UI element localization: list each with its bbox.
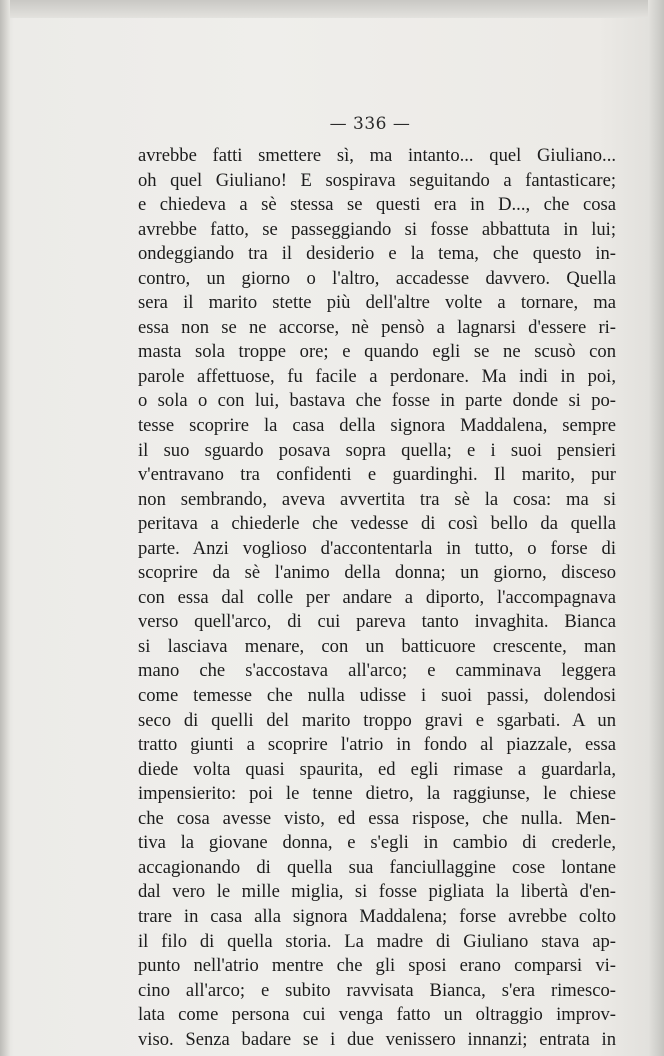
page-right-edge <box>648 0 664 1056</box>
text-line: trare in casa alla signora Maddalena; forse avrebbe colto <box>138 905 616 927</box>
text-line: avrebbe fatti smettere sì, ma intanto... quel Giuliano... <box>138 145 616 166</box>
text-line: dal vero le mille miglia, si fosse pigliata la libertà d'en- <box>138 881 616 903</box>
text-line: il filo di quella storia. La madre di Giuliano stava ap- <box>138 930 616 952</box>
text-line: seco di quelli del marito troppo gravi e sgarbati. A un <box>138 709 616 731</box>
text-line: punto nell'atrio mentre che gli sposi erano comparsi vi- <box>138 955 616 977</box>
text-line: diede volta quasi spaurita, ed egli rimase a guardarla, <box>138 758 616 780</box>
text-line: contro, un giorno o l'altro, accadesse davvero. Quella <box>138 267 616 289</box>
text-line: masta sola troppe ore; e quando egli se ne scusò con <box>138 341 616 363</box>
page-number: — 336 — <box>329 114 411 134</box>
text-line: avrebbe fatto, se passeggiando si fosse abbattuta in lui; <box>138 218 616 240</box>
text-line: che cosa avesse visto, ed essa rispose, che nulla. Men- <box>138 807 616 829</box>
text-line: parole affettuose, fu facile a perdonare. Ma indi in poi, <box>138 365 616 387</box>
text-line: tratto giunti a scoprire l'atrio in fondo al piazzale, essa <box>138 734 616 756</box>
body-text <box>138 144 616 1052</box>
text-line: accagionando di quella sua fanciullaggine cose lontane <box>138 856 616 878</box>
text-line: v'entravano tra confidenti e guardinghi. Il marito, pur <box>138 464 616 486</box>
text-line: il suo sguardo posava sopra quella; e i suoi pensieri <box>138 439 616 461</box>
text-line: tesse scoprire la casa della signora Maddalena, sempre <box>138 415 616 437</box>
text-line: lata come persona cui venga fatto un oltraggio improv- <box>138 1004 616 1026</box>
text-line: viso. Senza badare se i due venissero innanzi; entrata in <box>138 1028 616 1050</box>
text-line: ondeggiando tra il desiderio e la tema, che questo in- <box>138 243 616 265</box>
text-line: e chiedeva a sè stessa se questi era in D..., che cosa <box>138 194 616 216</box>
text-line: mano che s'accostava all'arco; e camminava leggera <box>138 660 616 682</box>
text-line: si lasciava menare, con un batticuore crescente, man <box>138 635 616 657</box>
text-line: essa non se ne accorse, nè pensò a lagnarsi d'essere ri- <box>138 316 616 338</box>
page-top-edge <box>0 0 664 18</box>
text-line: scoprire da sè l'animo della donna; un giorno, disceso <box>138 562 616 584</box>
text-line: tiva la giovane donna, e s'egli in cambio di crederle, <box>138 832 616 854</box>
text-line: impensierito: poi le tenne dietro, la raggiunse, le chiese <box>138 783 616 805</box>
page-left-edge <box>0 0 10 1056</box>
text-line: parte. Anzi voglioso d'accontentarla in tutto, o forse di <box>138 537 616 559</box>
text-line: non sembrando, aveva avvertita tra sè la cosa: ma si <box>138 488 616 510</box>
text-line: con essa dal colle per andare a diporto, l'accompagnava <box>138 586 616 608</box>
text-line: sera il marito stette più dell'altre volte a tornare, ma <box>138 292 616 314</box>
text-line: o sola o con lui, bastava che fosse in parte donde si po- <box>138 390 616 412</box>
text-line: cino all'arco; e subito ravvisata Bianca, s'era rimesco- <box>138 979 616 1001</box>
text-line: oh quel Giuliano! E sospirava seguitando a fantasticare; <box>138 169 616 191</box>
text-line: come temesse che nulla udisse i suoi passi, dolendosi <box>138 685 616 707</box>
text-line: peritava a chiederle che vedesse di così bello da quella <box>138 513 616 535</box>
text-line: verso quell'arco, di cui pareva tanto invaghita. Bianca <box>138 611 616 633</box>
